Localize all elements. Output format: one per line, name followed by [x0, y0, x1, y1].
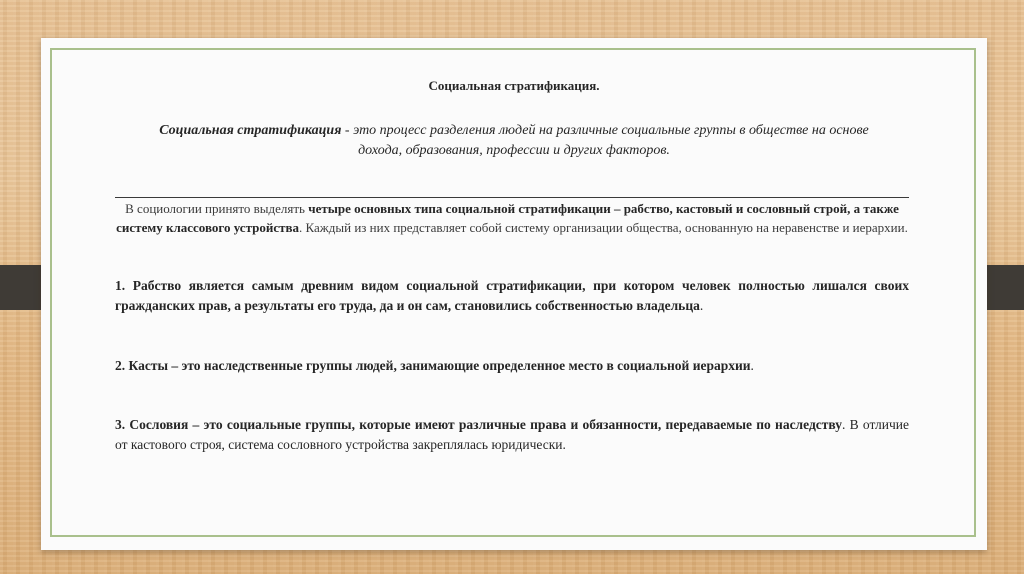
item-estates-tail: . В отличие от кастового строя, система сословного устройства закреплялась юридически.	[115, 417, 910, 452]
intro-tail: . Каждый из них представляет собой систему организации общества, основанную на неравенстве и иерархии.	[299, 220, 908, 235]
definition-term: Социальная стратификация	[159, 123, 342, 138]
section-divider	[115, 197, 909, 198]
intro-bold-types: четыре основных типа социальной стратификации – рабство, кастовый и сословный строй, а также систему классового устройства	[116, 201, 899, 235]
intro-paragraph	[111, 199, 913, 237]
slide-card	[41, 38, 987, 550]
item-castes-bold: 2. Касты – это наследственные группы людей, занимающие определенное место в социальной иерархии	[115, 358, 751, 373]
slide-title: Социальная стратификация.	[428, 78, 600, 93]
item-estates-bold: 3. Сословия – это социальные группы, которые имеют различные права и обязанности, передаваемые по наследству	[115, 417, 842, 432]
item-estates	[115, 415, 909, 455]
definition-text: - это процесс разделения людей на различные социальные группы в обществе на основе дохода, образования, профессии и других факторов.	[341, 123, 869, 158]
definition-paragraph	[141, 121, 887, 161]
item-slavery	[115, 276, 909, 316]
item-castes	[115, 356, 909, 376]
intro-lead: В социологии принято выделять	[125, 201, 309, 216]
item-castes-tail: .	[750, 358, 754, 373]
item-slavery-bold: 1. Рабство является самым древним видом социальной стратификации, при котором человек полностью лишался своих гражданских прав, а результаты его труда, да и он сам, становились собственностью владельца	[115, 278, 909, 313]
item-slavery-tail: .	[699, 298, 704, 313]
